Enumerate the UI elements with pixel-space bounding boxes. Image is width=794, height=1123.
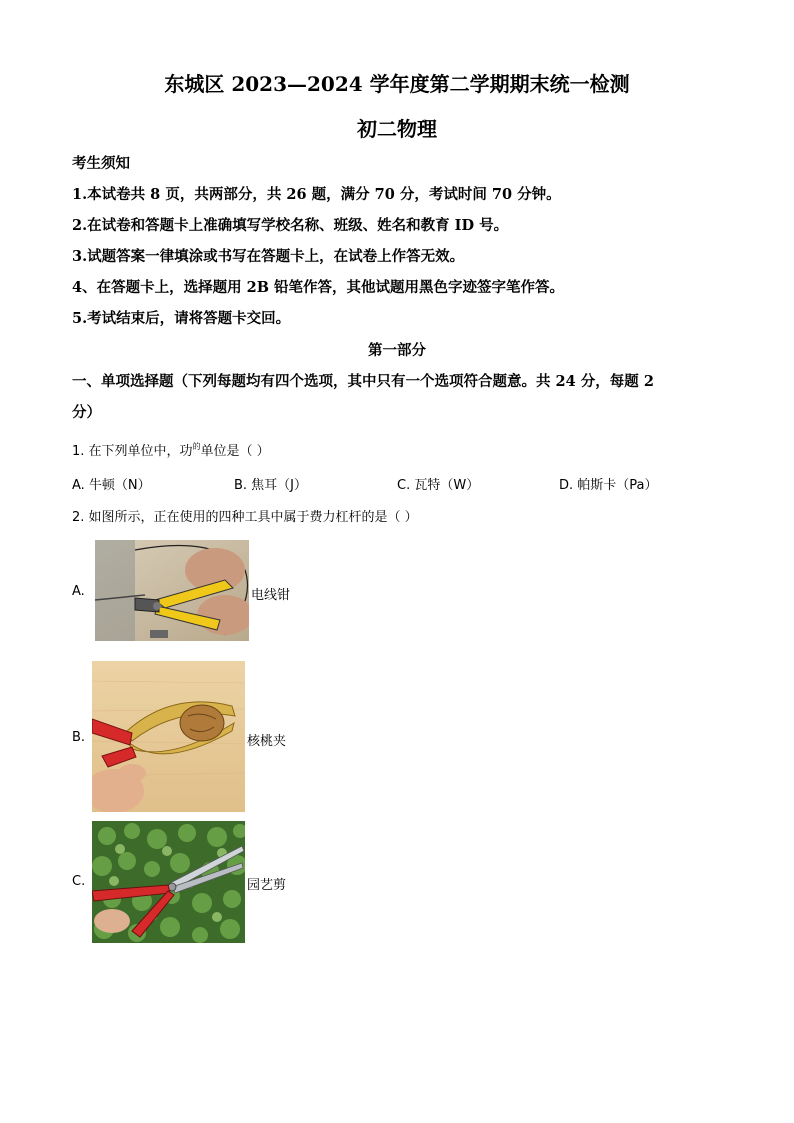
question-1-stem <box>72 440 270 459</box>
notice-heading: 考生须知 <box>72 155 130 172</box>
notice-item: 3.试题答案一律填涂或书写在答题卡上，在试卷上作答无效。 <box>72 248 465 265</box>
exam-title: 东城区 2023—2024 学年度第二学期期末统一检测 <box>164 72 630 96</box>
question-1-option-a: A. 牛顿（N） <box>72 478 151 493</box>
notice-item: 1.本试卷共 8 页，共两部分，共 26 题，满分 70 分，考试时间 70 分钟。 <box>72 186 561 203</box>
question-2-option-a-letter: A. <box>72 584 85 599</box>
question-1-stem-ruby: 的 <box>192 442 201 451</box>
question-2-option-a-label: 电线钳 <box>251 588 291 603</box>
section-heading-cont: 分） <box>72 404 101 421</box>
part-label: 第一部分 <box>368 342 426 359</box>
question-1-stem-before: 1. 在下列单位中，功 <box>72 444 193 459</box>
nutcracker-photo <box>92 661 245 812</box>
notice-item: 4、在答题卡上，选择题用 2B 铅笔作答，其他试题用黑色字迹签字笔作答。 <box>72 279 565 296</box>
section-heading: 一、单项选择题（下列每题均有四个选项，其中只有一个选项符合题意。共 24 分，每题 2 <box>72 373 654 390</box>
wire-pliers-photo <box>95 540 249 641</box>
question-1-option-b: B. 焦耳（J） <box>234 478 308 493</box>
question-1-option-c: C. 瓦特（W） <box>397 478 480 493</box>
notice-item: 5.考试结束后，请将答题卡交回。 <box>72 310 291 327</box>
garden-shears-photo <box>92 821 245 943</box>
question-1-stem-after: 单位是（ ） <box>200 444 270 459</box>
question-2-option-c-letter: C. <box>72 874 86 889</box>
question-2-option-b-letter: B. <box>72 730 86 745</box>
question-2-stem: 2. 如图所示，正在使用的四种工具中属于费力杠杆的是（ ） <box>72 510 418 525</box>
notice-item: 2.在试卷和答题卡上准确填写学校名称、班级、姓名和教育 ID 号。 <box>72 217 509 234</box>
subject-title: 初二物理 <box>357 117 437 141</box>
question-2-option-c-label: 园艺剪 <box>247 878 287 893</box>
question-1-option-d: D. 帕斯卡（Pa） <box>559 478 658 493</box>
question-2-option-b-label: 核桃夹 <box>247 734 287 749</box>
